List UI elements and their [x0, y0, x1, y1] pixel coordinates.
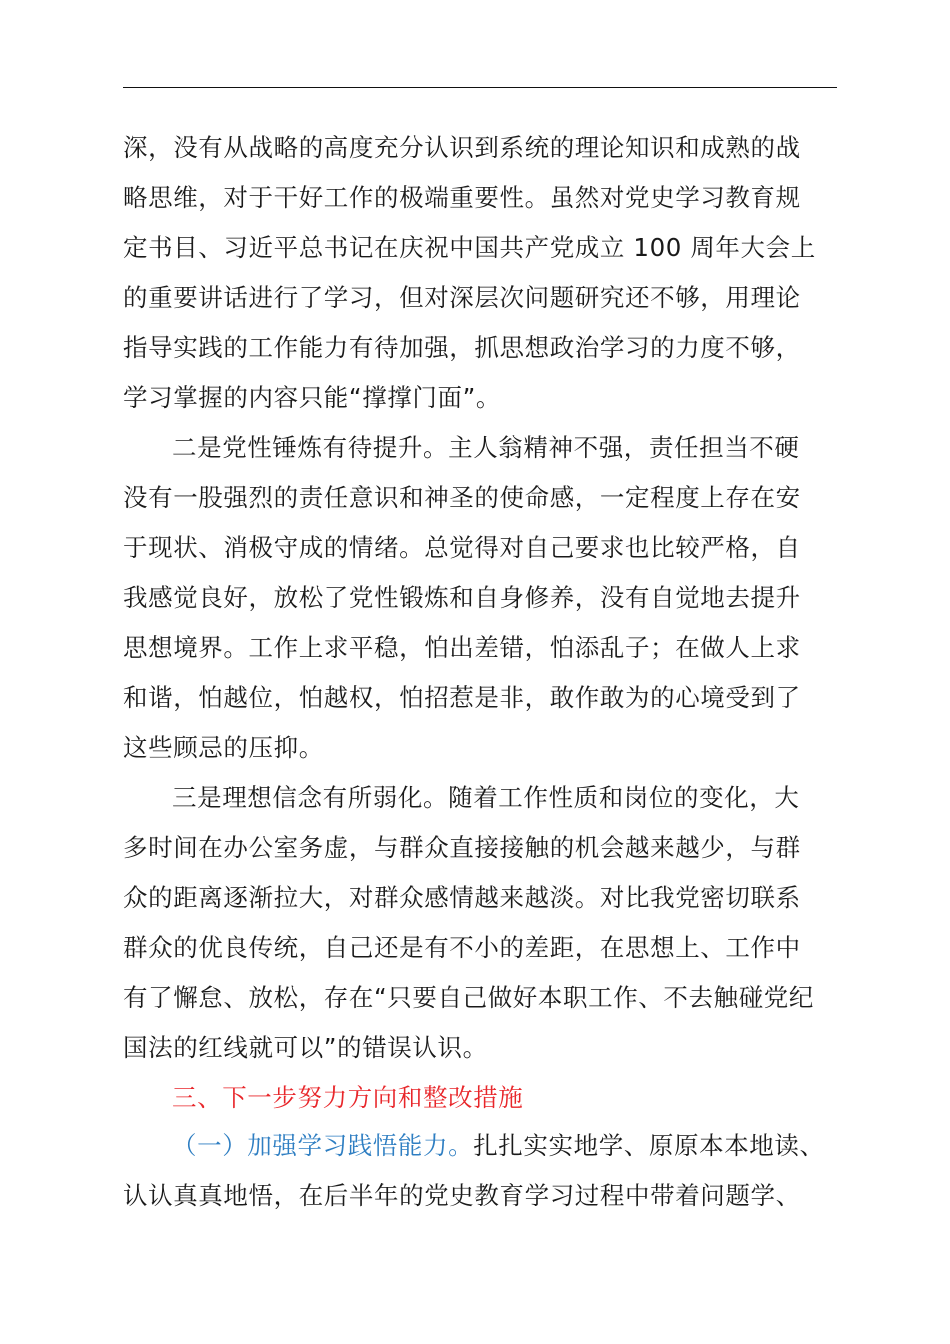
paragraph-line: 三是理想信念有所弱化。随着工作性质和岗位的变化，大 — [172, 783, 800, 812]
paragraph-line: 的重要讲话进行了学习，但对深层次问题研究还不够，用理论 — [123, 283, 801, 312]
paragraph-line: 学习掌握的内容只能“撑撑门面”。 — [123, 383, 501, 412]
paragraph-line: 我感觉良好，放松了党性锻炼和自身修养，没有自觉地去提升 — [123, 583, 801, 612]
subheading-line — [172, 1128, 902, 1164]
paragraph-line: 众的距离逐渐拉大，对群众感情越来越淡。对比我党密切联系 — [123, 883, 801, 912]
paragraph-line: 多时间在办公室务虚，与群众直接接触的机会越来越少，与群 — [123, 833, 801, 862]
paragraph-line: 于现状、消极守成的情绪。总觉得对自己要求也比较严格，自 — [123, 533, 801, 562]
paragraph-line: 这些顾忌的压抑。 — [123, 733, 324, 762]
paragraph-line: 没有一股强烈的责任意识和神圣的使命感，一定程度上存在安 — [123, 483, 801, 512]
paragraph-line: 思想境界。工作上求平稳，怕出差错，怕添乱子；在做人上求 — [123, 633, 801, 662]
header-rule — [123, 87, 837, 88]
paragraph-line: 国法的红线就可以”的错误认识。 — [123, 1033, 488, 1062]
subheading-text: 扎扎实实地学、原原本本地读、 — [473, 1131, 825, 1160]
paragraph-line: 认认真真地悟，在后半年的党史教育学习过程中带着问题学、 — [123, 1181, 801, 1210]
paragraph-line: 深，没有从战略的高度充分认识到系统的理论知识和成熟的战 — [123, 133, 801, 162]
subheading-title: （一）加强学习践悟能力。 — [172, 1131, 474, 1160]
paragraph-line: 二是党性锤炼有待提升。主人翁精神不强，责任担当不硬 — [172, 433, 800, 462]
paragraph-line: 指导实践的工作能力有待加强，抓思想政治学习的力度不够， — [123, 333, 801, 362]
paragraph-line: 有了懈怠、放松，存在“只要自己做好本职工作、不去触碰党纪 — [123, 983, 814, 1012]
paragraph-line: 定书目、习近平总书记在庆祝中国共产党成立 100 周年大会上 — [123, 233, 816, 262]
paragraph-line: 和谐，怕越位，怕越权，怕招惹是非，敢作敢为的心境受到了 — [123, 683, 801, 712]
paragraph-line: 群众的优良传统，自己还是有不小的差距，在思想上、工作中 — [123, 933, 801, 962]
section-heading: 三、下一步努力方向和整改措施 — [172, 1083, 524, 1112]
paragraph-line: 略思维，对于干好工作的极端重要性。虽然对党史学习教育规 — [123, 183, 801, 212]
